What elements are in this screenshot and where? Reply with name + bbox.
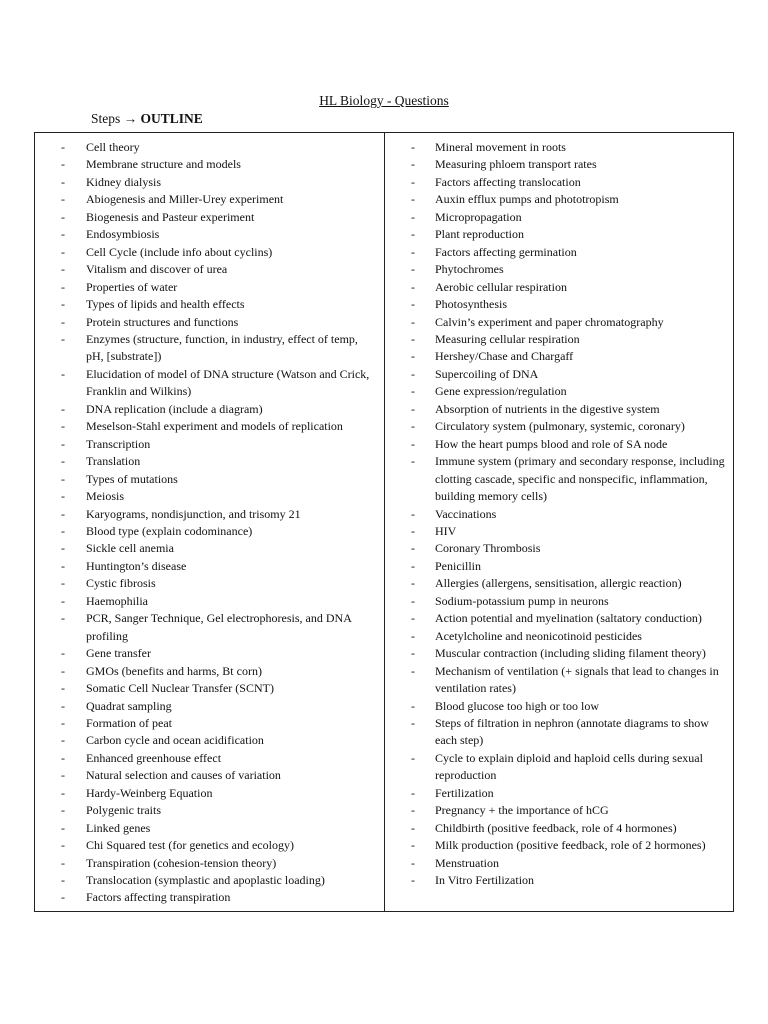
bullet-dash: - [411, 803, 415, 818]
bullet-dash: - [61, 419, 65, 434]
topic-text: Formation of peat [86, 715, 172, 730]
topic-list-item [35, 401, 384, 418]
topic-list-item [385, 209, 733, 226]
topic-list-item [385, 383, 733, 400]
left-topic-list [35, 139, 384, 907]
topic-list-item [35, 331, 384, 366]
topic-list-item [385, 837, 733, 854]
bullet-dash: - [411, 838, 415, 853]
bullet-dash: - [61, 750, 65, 765]
topic-list-item [35, 244, 384, 261]
topic-text: Abiogenesis and Miller-Urey experiment [86, 192, 284, 207]
bullet-dash: - [61, 838, 65, 853]
topic-text: Transcription [86, 436, 151, 451]
topic-list-item [35, 226, 384, 243]
bullet-dash: - [61, 715, 65, 730]
topic-list-item [35, 156, 384, 173]
topic-text: Steps of filtration in nephron (annotate diagrams to show each step) [435, 715, 709, 748]
bullet-dash: - [411, 611, 415, 626]
topic-list-item [35, 732, 384, 749]
topic-list-item [35, 191, 384, 208]
bullet-dash: - [411, 401, 415, 416]
bullet-dash: - [61, 262, 65, 277]
topic-list-item [385, 540, 733, 557]
topic-list-item [385, 191, 733, 208]
topic-text: Gene expression/regulation [435, 384, 567, 399]
topic-text: Phytochromes [435, 262, 504, 277]
topic-text: Types of lipids and health effects [86, 297, 245, 312]
topic-list-item [35, 575, 384, 592]
topic-text: Transpiration (cohesion-tension theory) [86, 855, 277, 870]
topic-text: Pregnancy + the importance of hCG [435, 803, 609, 818]
topic-text: Protein structures and functions [86, 314, 239, 329]
topic-list-item [385, 593, 733, 610]
topic-list-item [35, 209, 384, 226]
topic-text: Action potential and myelination (saltatory conduction) [435, 611, 702, 626]
topic-text: Kidney dialysis [86, 174, 161, 189]
topic-text: Circulatory system (pulmonary, systemic, coronary) [435, 419, 685, 434]
topic-text: Penicillin [435, 558, 481, 573]
topic-text: Photosynthesis [435, 297, 508, 312]
topic-text: Coronary Thrombosis [435, 541, 541, 556]
topic-list-item [385, 366, 733, 383]
bullet-dash: - [61, 698, 65, 713]
topic-text: Supercoiling of DNA [435, 366, 539, 381]
topic-text: Cycle to explain diploid and haploid cells during sexual reproduction [435, 750, 703, 783]
topic-list-item [385, 802, 733, 819]
bullet-dash: - [61, 803, 65, 818]
topic-text: Blood type (explain codominance) [86, 523, 253, 538]
bullet-dash: - [411, 279, 415, 294]
topic-list-item [385, 279, 733, 296]
topic-text: Haemophilia [86, 593, 148, 608]
topic-list-item [35, 767, 384, 784]
topic-list-item [35, 750, 384, 767]
bullet-dash: - [61, 209, 65, 224]
bullet-dash: - [61, 576, 65, 591]
topic-list-item [385, 698, 733, 715]
topic-text: DNA replication (include a diagram) [86, 401, 263, 416]
bullet-dash: - [411, 331, 415, 346]
bullet-dash: - [411, 157, 415, 172]
bullet-dash: - [411, 558, 415, 573]
right-column [385, 133, 733, 911]
topic-list-item [35, 436, 384, 453]
topic-list-item [35, 680, 384, 697]
topic-list-item [35, 610, 384, 645]
bullet-dash: - [61, 768, 65, 783]
topic-text: Milk production (positive feedback, role of 2 hormones) [435, 838, 706, 853]
topic-text: Mineral movement in roots [435, 140, 566, 154]
bullet-dash: - [411, 244, 415, 259]
topic-list-item [385, 628, 733, 645]
topic-text: Endosymbiosis [86, 227, 160, 242]
bullet-dash: - [61, 733, 65, 748]
bullet-dash: - [61, 436, 65, 451]
bullet-dash: - [61, 140, 65, 154]
bullet-dash: - [61, 593, 65, 608]
topic-list-item [385, 820, 733, 837]
topic-text: Chi Squared test (for genetics and ecology) [86, 838, 294, 853]
topic-text: Micropropagation [435, 209, 522, 224]
topic-list-item [385, 855, 733, 872]
topic-text: Properties of water [86, 279, 178, 294]
topic-text: Vitalism and discover of urea [86, 262, 228, 277]
topic-list-item [385, 261, 733, 278]
bullet-dash: - [61, 297, 65, 312]
topic-text: Allergies (allergens, sensitisation, allergic reaction) [435, 576, 682, 591]
topic-text: Factors affecting translocation [435, 174, 581, 189]
topic-text: Translation [86, 454, 141, 469]
topic-text: How the heart pumps blood and role of SA node [435, 436, 668, 451]
topic-text: Cell Cycle (include info about cyclins) [86, 244, 273, 259]
topic-text: HIV [435, 523, 457, 538]
bullet-dash: - [411, 698, 415, 713]
topic-list-item [385, 139, 733, 156]
topic-list-item [385, 314, 733, 331]
topic-list-item [35, 715, 384, 732]
topic-list-item [35, 785, 384, 802]
bullet-dash: - [411, 174, 415, 189]
steps-label: Steps [91, 111, 121, 126]
topic-list-item [385, 418, 733, 435]
topic-list-item [385, 436, 733, 453]
topic-list-item [35, 645, 384, 662]
bullet-dash: - [411, 593, 415, 608]
topic-text: Immune system (primary and secondary response, including clotting cascade, specific and nonspecific, inflammation, building memory cells) [435, 454, 725, 504]
topic-text: Measuring cellular respiration [435, 331, 580, 346]
topic-list-item [35, 418, 384, 435]
topic-text: Hardy-Weinberg Equation [86, 785, 213, 800]
topic-list-item [385, 453, 733, 505]
topic-list-item [35, 488, 384, 505]
bullet-dash: - [61, 279, 65, 294]
topic-list-item [385, 645, 733, 662]
bullet-dash: - [411, 297, 415, 312]
topic-list-item [385, 174, 733, 191]
bullet-dash: - [411, 750, 415, 765]
topic-text: Sickle cell anemia [86, 541, 174, 556]
topic-list-item [35, 698, 384, 715]
bullet-dash: - [61, 489, 65, 504]
topic-text: GMOs (benefits and harms, Bt corn) [86, 663, 262, 678]
topic-text: Meiosis [86, 489, 125, 504]
topic-list-item [385, 506, 733, 523]
bullet-dash: - [411, 366, 415, 381]
topic-text: Types of mutations [86, 471, 178, 486]
topic-list-item [35, 471, 384, 488]
topic-list-item [35, 506, 384, 523]
topic-list-item [385, 575, 733, 592]
topic-text: Acetylcholine and neonicotinoid pesticides [435, 628, 642, 643]
topic-text: Elucidation of model of DNA structure (Watson and Crick, Franklin and Wilkins) [86, 366, 370, 399]
bullet-dash: - [61, 401, 65, 416]
topic-text: Childbirth (positive feedback, role of 4 hormones) [435, 820, 677, 835]
topic-text: Biogenesis and Pasteur experiment [86, 209, 255, 224]
topic-list-item [385, 348, 733, 365]
outline-table [34, 132, 734, 912]
topic-text: Calvin’s experiment and paper chromatography [435, 314, 664, 329]
bullet-dash: - [61, 366, 65, 381]
topic-list-item [35, 261, 384, 278]
bullet-dash: - [411, 855, 415, 870]
topic-text: Cystic fibrosis [86, 576, 156, 591]
topic-list-item [385, 523, 733, 540]
topic-text: Factors affecting germination [435, 244, 577, 259]
topic-text: Absorption of nutrients in the digestive system [435, 401, 660, 416]
topic-text: Cell theory [86, 140, 140, 154]
topic-list-item [35, 855, 384, 872]
topic-text: Huntington’s disease [86, 558, 187, 573]
bullet-dash: - [411, 436, 415, 451]
topic-list-item [35, 523, 384, 540]
topic-list-item [35, 296, 384, 313]
topic-text: Menstruation [435, 855, 499, 870]
bullet-dash: - [61, 646, 65, 661]
bullet-dash: - [61, 314, 65, 329]
topic-list-item [35, 802, 384, 819]
topic-list-item [385, 663, 733, 698]
bullet-dash: - [411, 349, 415, 364]
bullet-dash: - [411, 820, 415, 835]
topic-text: Muscular contraction (including sliding filament theory) [435, 646, 706, 661]
topic-list-item [385, 226, 733, 243]
left-column [35, 133, 385, 911]
topic-list-item [385, 331, 733, 348]
bullet-dash: - [411, 454, 415, 469]
bullet-dash: - [411, 506, 415, 521]
bullet-dash: - [411, 140, 415, 154]
topic-text: Somatic Cell Nuclear Transfer (SCNT) [86, 681, 274, 696]
topic-text: Aerobic cellular respiration [435, 279, 567, 294]
topic-text: Factors affecting transpiration [86, 890, 231, 905]
topic-list-item [35, 872, 384, 889]
topic-text: Plant reproduction [435, 227, 524, 242]
bullet-dash: - [61, 244, 65, 259]
bullet-dash: - [411, 262, 415, 277]
topic-text: Polygenic traits [86, 803, 161, 818]
topic-text: Auxin efflux pumps and phototropism [435, 192, 619, 207]
bullet-dash: - [61, 611, 65, 626]
bullet-dash: - [61, 558, 65, 573]
topic-text: Quadrat sampling [86, 698, 172, 713]
topic-list-item [385, 558, 733, 575]
bullet-dash: - [411, 227, 415, 242]
topic-list-item [35, 279, 384, 296]
bullet-dash: - [411, 715, 415, 730]
topic-text: Hershey/Chase and Chargaff [435, 349, 574, 364]
topic-list-item [385, 610, 733, 627]
bullet-dash: - [61, 331, 65, 346]
bullet-dash: - [411, 576, 415, 591]
bullet-dash: - [61, 855, 65, 870]
bullet-dash: - [411, 663, 415, 678]
topic-text: Mechanism of ventilation (+ signals that lead to changes in ventilation rates) [435, 663, 719, 696]
topic-list-item [35, 663, 384, 680]
topic-list-item [385, 750, 733, 785]
bullet-dash: - [411, 628, 415, 643]
topic-list-item [35, 453, 384, 470]
topic-list-item [385, 401, 733, 418]
topic-text: Enhanced greenhouse effect [86, 750, 222, 765]
topic-text: Translocation (symplastic and apoplastic loading) [86, 873, 325, 888]
bullet-dash: - [411, 209, 415, 224]
bullet-dash: - [411, 419, 415, 434]
topic-list-item [35, 174, 384, 191]
topic-list-item [35, 139, 384, 156]
bullet-dash: - [61, 820, 65, 835]
outline-heading [91, 111, 203, 127]
bullet-dash: - [61, 681, 65, 696]
bullet-dash: - [61, 471, 65, 486]
topic-text: Enzymes (structure, function, in industry, effect of temp, pH, [substrate]) [86, 331, 358, 364]
topic-list-item [35, 366, 384, 401]
bullet-dash: - [61, 873, 65, 888]
topic-list-item [385, 715, 733, 750]
topic-list-item [385, 244, 733, 261]
topic-text: Natural selection and causes of variation [86, 768, 281, 783]
bullet-dash: - [61, 192, 65, 207]
topic-text: Carbon cycle and ocean acidification [86, 733, 264, 748]
bullet-dash: - [61, 174, 65, 189]
topic-text: Meselson-Stahl experiment and models of replication [86, 419, 343, 434]
topic-list-item [35, 540, 384, 557]
topic-text: Linked genes [86, 820, 151, 835]
arrow-icon: → [123, 111, 138, 126]
outline-label: OUTLINE [140, 111, 203, 126]
topic-list-item [35, 314, 384, 331]
bullet-dash: - [411, 541, 415, 556]
topic-text: Karyograms, nondisjunction, and trisomy 21 [86, 506, 301, 521]
topic-text: Fertilization [435, 785, 494, 800]
topic-text: Blood glucose too high or too low [435, 698, 599, 713]
topic-list-item [35, 837, 384, 854]
bullet-dash: - [411, 192, 415, 207]
bullet-dash: - [411, 523, 415, 538]
bullet-dash: - [411, 384, 415, 399]
topic-list-item [35, 558, 384, 575]
topic-text: Sodium-potassium pump in neurons [435, 593, 609, 608]
topic-text: Gene transfer [86, 646, 151, 661]
topic-text: In Vitro Fertilization [435, 873, 535, 888]
bullet-dash: - [61, 157, 65, 172]
bullet-dash: - [411, 873, 415, 888]
bullet-dash: - [411, 646, 415, 661]
topic-text: PCR, Sanger Technique, Gel electrophoresis, and DNA profiling [86, 611, 352, 643]
topic-list-item [385, 872, 733, 889]
bullet-dash: - [61, 523, 65, 538]
bullet-dash: - [61, 506, 65, 521]
topic-text: Membrane structure and models [86, 157, 241, 172]
topic-list-item [385, 785, 733, 802]
bullet-dash: - [61, 454, 65, 469]
bullet-dash: - [61, 663, 65, 678]
right-topic-list [385, 139, 733, 889]
page-title: HL Biology - Questions [319, 93, 449, 108]
bullet-dash: - [411, 785, 415, 800]
topic-list-item [35, 820, 384, 837]
topic-text: Measuring phloem transport rates [435, 157, 597, 172]
topic-list-item [35, 593, 384, 610]
topic-list-item [35, 889, 384, 906]
topic-list-item [385, 296, 733, 313]
bullet-dash: - [61, 541, 65, 556]
bullet-dash: - [61, 227, 65, 242]
topic-text: Vaccinations [435, 506, 497, 521]
topic-list-item [385, 156, 733, 173]
bullet-dash: - [61, 890, 65, 905]
bullet-dash: - [411, 314, 415, 329]
bullet-dash: - [61, 785, 65, 800]
